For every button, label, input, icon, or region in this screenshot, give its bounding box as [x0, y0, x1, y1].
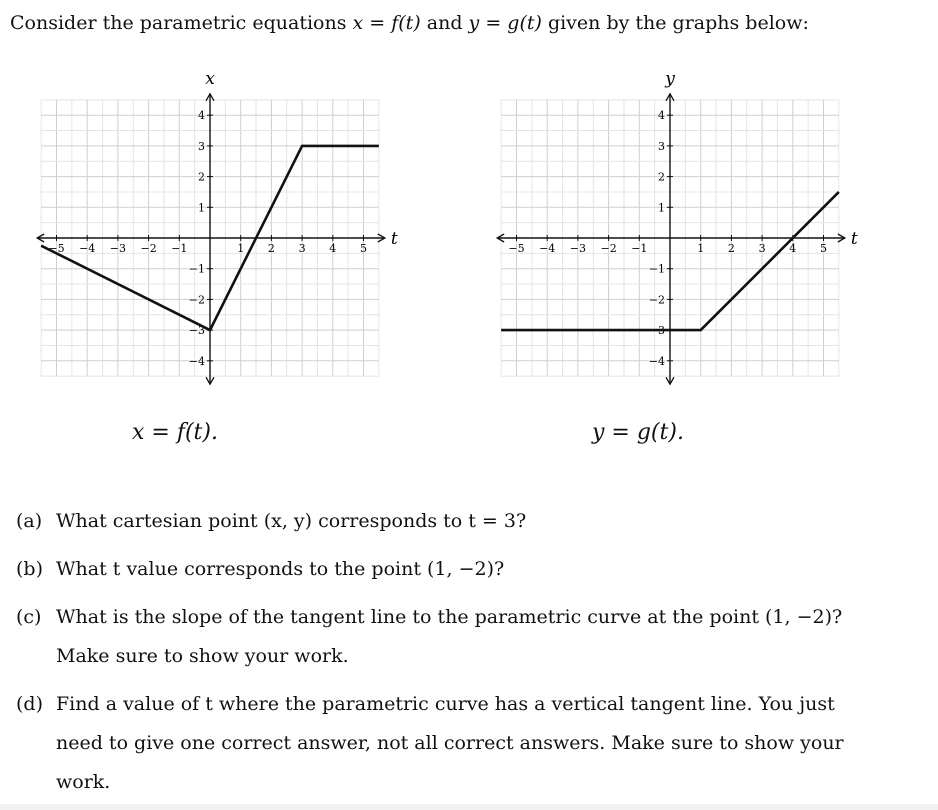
- y-tick-label: 3: [198, 139, 205, 153]
- y-tick-label: −1: [648, 262, 665, 276]
- intro-eq-y: y = g(t): [468, 12, 542, 34]
- x-tick-label: −1: [171, 242, 188, 255]
- chart-svg-g: [494, 62, 874, 387]
- intro-text: [10, 12, 809, 34]
- y-tick-label: 4: [198, 109, 205, 123]
- x-tick-label: 1: [237, 242, 245, 255]
- x-tick-label: 1: [697, 242, 705, 255]
- x-tick-label: −5: [508, 242, 525, 255]
- question-a-label: (a): [16, 510, 43, 532]
- question-a-text: What cartesian point (x, y) corresponds to t = 3?: [56, 510, 527, 532]
- y-tick-label: −2: [188, 293, 205, 307]
- y-tick-label: 1: [658, 201, 665, 215]
- question-b-text: What t value corresponds to the point (1, −2)?: [56, 558, 505, 580]
- x-tick-label: 4: [789, 242, 797, 255]
- vertical-axis-label: y: [665, 68, 675, 89]
- page-bottom-edge: [0, 804, 938, 810]
- x-tick-label: −3: [569, 242, 587, 255]
- caption-g: y = g(t).: [592, 420, 684, 445]
- intro-part2: and: [420, 12, 469, 34]
- horizontal-axis-label: t: [390, 229, 398, 249]
- y-tick-label: −2: [648, 293, 665, 307]
- y-tick-label: 2: [658, 170, 665, 184]
- x-tick-label: −1: [631, 242, 648, 255]
- question-b-label: (b): [16, 558, 43, 580]
- x-tick-label: 2: [267, 242, 275, 255]
- intro-eq-x: x = f(t): [352, 12, 421, 34]
- y-tick-label: −3: [648, 324, 665, 338]
- x-tick-label: −2: [140, 242, 157, 255]
- x-tick-label: −5: [48, 242, 65, 255]
- caption-f: x = f(t).: [132, 420, 218, 445]
- y-tick-label: 4: [658, 109, 665, 123]
- intro-part1: Consider the parametric equations: [10, 12, 353, 34]
- y-tick-label: 3: [658, 139, 665, 153]
- intro-part3: given by the graphs below:: [541, 12, 809, 34]
- x-tick-label: 3: [298, 242, 306, 255]
- y-tick-label: −1: [188, 262, 205, 276]
- x-tick-label: −4: [539, 242, 556, 255]
- y-tick-label: −4: [648, 354, 665, 368]
- x-tick-label: −4: [79, 242, 96, 255]
- x-tick-label: 5: [360, 242, 367, 255]
- x-tick-label: 2: [727, 242, 735, 255]
- graph-f-of-t: [34, 62, 414, 387]
- graph-g-of-t: [494, 62, 874, 387]
- x-tick-label: 4: [329, 242, 337, 255]
- question-c-label: (c): [16, 606, 42, 628]
- question-d-text: Find a value of t where the parametric curve has a vertical tangent line. You just need to give one correct answer, not all correct answers. Make sure to show your work.: [56, 693, 844, 793]
- y-tick-label: 2: [198, 170, 205, 184]
- vertical-axis-label: x: [205, 68, 215, 89]
- x-tick-label: 3: [758, 242, 766, 255]
- question-c-text: What is the slope of the tangent line to the parametric curve at the point (1, −2)? Make sure to show your work.: [56, 606, 843, 667]
- chart-svg-f: [34, 62, 414, 387]
- x-tick-label: −3: [109, 242, 127, 255]
- x-tick-label: −2: [600, 242, 617, 255]
- x-tick-label: 5: [820, 242, 827, 255]
- horizontal-axis-label: t: [850, 229, 858, 249]
- y-tick-label: 1: [198, 201, 205, 215]
- y-tick-label: −3: [188, 324, 205, 338]
- question-d-label: (d): [16, 693, 43, 715]
- y-tick-label: −4: [188, 354, 205, 368]
